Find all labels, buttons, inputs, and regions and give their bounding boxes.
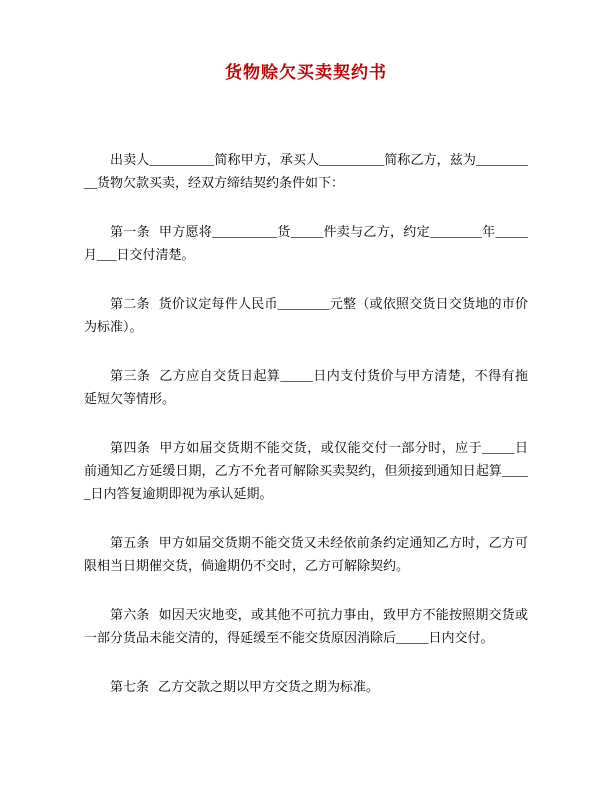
intro-paragraph: 出卖人__________简称甲方，承买人__________简称乙方，兹为__________货物欠款买卖，经双方缔结契约条件如下： — [84, 152, 528, 190]
clause-1 — [84, 220, 528, 266]
clause-6 — [84, 603, 528, 649]
clause-3-text: 乙方应自交货日起算_____日内支付货价与甲方清楚，不得有拖延短欠等情形。 — [84, 368, 528, 406]
clause-7-text: 乙方交款之期以甲方交货之期为标准。 — [158, 679, 380, 694]
clause-2-label: 第二条 — [110, 296, 150, 311]
clause-5 — [84, 531, 528, 577]
clause-3 — [84, 364, 528, 410]
clause-6-text: 如因天灾地变，或其他不可抗力事由，致甲方不能按照期交货或一部分货品未能交清的，得延缓至不能交货原因消除后_____日内交付。 — [84, 607, 528, 645]
clause-2-text: 货价议定每件人民币________元整（或依照交货日交货地的市价为标准）。 — [84, 296, 528, 334]
clause-2 — [84, 292, 528, 338]
clause-7 — [84, 675, 528, 698]
clause-1-text: 甲方愿将__________货_____件卖与乙方，约定________年_____月___日交付清楚。 — [84, 224, 528, 262]
clause-5-text: 甲方如届交货期不能交货又未经依前条约定通知乙方时，乙方可限相当日期催交货，倘逾期仍不交时，乙方可解除契约。 — [84, 535, 528, 573]
clause-4 — [84, 436, 528, 505]
clause-6-label: 第六条 — [110, 607, 150, 622]
clause-7-label: 第七条 — [110, 679, 150, 694]
clause-3-label: 第三条 — [110, 368, 151, 383]
clause-4-text: 甲方如届交货期不能交货，或仅能交付一部分时，应于_____日前通知乙方延缓日期，乙方不允者可解除买卖契约，但须接到通知日起算_____日内答复逾期即视为承认延期。 — [84, 440, 528, 501]
document-title: 货物赊欠买卖契约书 — [225, 63, 387, 82]
clause-5-label: 第五条 — [110, 535, 150, 550]
clause-1-label: 第一条 — [110, 224, 150, 239]
clause-4-label: 第四条 — [110, 440, 151, 455]
